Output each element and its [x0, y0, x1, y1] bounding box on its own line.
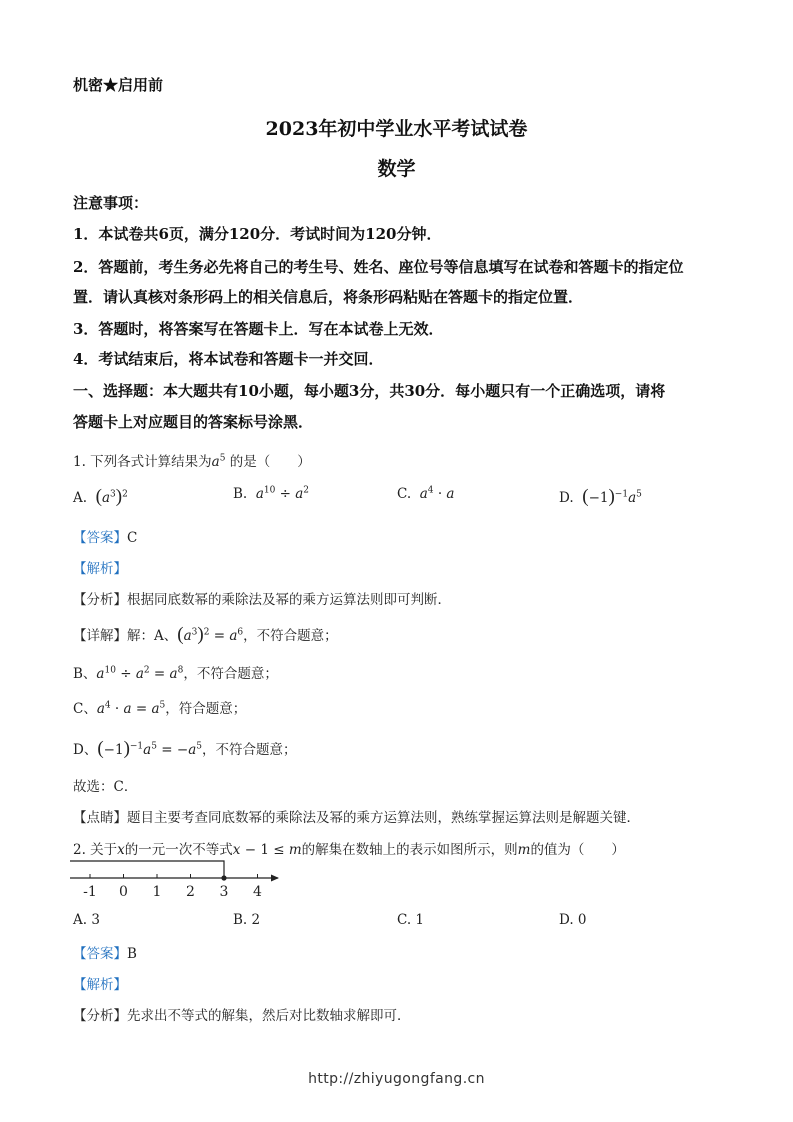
q2-option-a: A. 3 — [73, 912, 100, 928]
number-line-figure — [66, 858, 286, 902]
note-item: 3．答题时，将答案写在答题卡上．写在本试卷上无效． — [73, 320, 444, 338]
q1-option-c: C. $a^4 \cdot a$ — [397, 485, 455, 502]
section-heading-cont: 答题卡上对应题目的答案标号涂黑． — [73, 413, 314, 431]
q1-choose: 故选：C． — [73, 779, 138, 795]
number-line-label: 3 — [219, 884, 229, 900]
number-line-label: -1 — [83, 884, 97, 900]
note-item: 2．答题前，考生务必先将自己的考生号、姓名、座位号等信息填写在试卷和答题卡的指定位 — [73, 258, 684, 276]
q1-detail-d: D、$(-1)^{-1}a^5 = -a^5$，不符合题意； — [73, 738, 297, 759]
q2-answer: 【答案】B — [73, 946, 137, 962]
section-heading: 一、选择题：本大题共有10小题，每小题3分，共30分．每小题只有一个正确选项，请将 — [73, 382, 666, 400]
note-item: 置．请认真核对条形码上的相关信息后，将条形码粘贴在答题卡的指定位置． — [73, 288, 584, 306]
number-line-label: 1 — [152, 884, 162, 900]
number-line-label: 0 — [119, 884, 128, 900]
exam-title: 2023年初中学业水平考试试卷 — [265, 118, 528, 140]
subject-title: 数学 — [377, 158, 416, 180]
q1-detail-b: B、$a^{10} \div a^2 = a^8$，不符合题意； — [73, 665, 278, 682]
note-item: 4．考试结束后，将本试卷和答题卡一并交回． — [73, 350, 384, 368]
q2-option-c: C. 1 — [397, 912, 425, 928]
solution-bracket — [70, 861, 224, 878]
note-item: 1．本试卷共6页，满分120分．考试时间为120分钟． — [73, 225, 442, 243]
q1-option-b: B. $a^{10} \div a^2$ — [233, 485, 310, 502]
q1-jiexi-tag: 【解析】 — [73, 561, 127, 577]
notes-heading: 注意事项： — [73, 194, 149, 212]
q1-option-d: D. $(-1)^{-1}a^5$ — [559, 486, 642, 507]
q2-fenxi: 【分析】先求出不等式的解集，然后对比数轴求解即可． — [73, 1008, 411, 1024]
q1-answer: 【答案】C — [73, 530, 138, 546]
q2-option-d: D. 0 — [559, 912, 587, 928]
secret-label: 机密★启用前 — [73, 76, 164, 94]
number-line-arrow — [271, 875, 279, 882]
number-line-label: 4 — [253, 884, 262, 900]
q2-option-b: B. 2 — [233, 912, 261, 928]
q1-dianjing: 【点睛】题目主要考查同底数幂的乘除法及幂的乘方运算法则，熟练掌握运算法则是解题关键． — [73, 810, 640, 826]
number-line-label: 2 — [186, 884, 195, 900]
footer-url[interactable]: http://zhiyugongfang.cn — [308, 1071, 485, 1087]
q2-stem: 2. 关于x的一元一次不等式x − 1 ≤ m的解集在数轴上的表示如图所示，则m的值为（ ） — [73, 842, 625, 858]
q1-option-a: A. $(a^3)^2$ — [73, 486, 128, 507]
q1-detail-c: C、$a^4 \cdot a = a^5$，符合题意； — [73, 700, 247, 717]
q1-fenxi: 【分析】根据同底数幂的乘除法及幂的乘方运算法则即可判断． — [73, 592, 451, 608]
q1-stem: 1. 下列各式计算结果为$a^5$ 的是（ ） — [73, 453, 311, 470]
q2-jiexi-tag: 【解析】 — [73, 977, 127, 993]
q1-detail-a: 【详解】解：A、$(a^3)^2 = a^6$，不符合题意； — [73, 624, 338, 645]
